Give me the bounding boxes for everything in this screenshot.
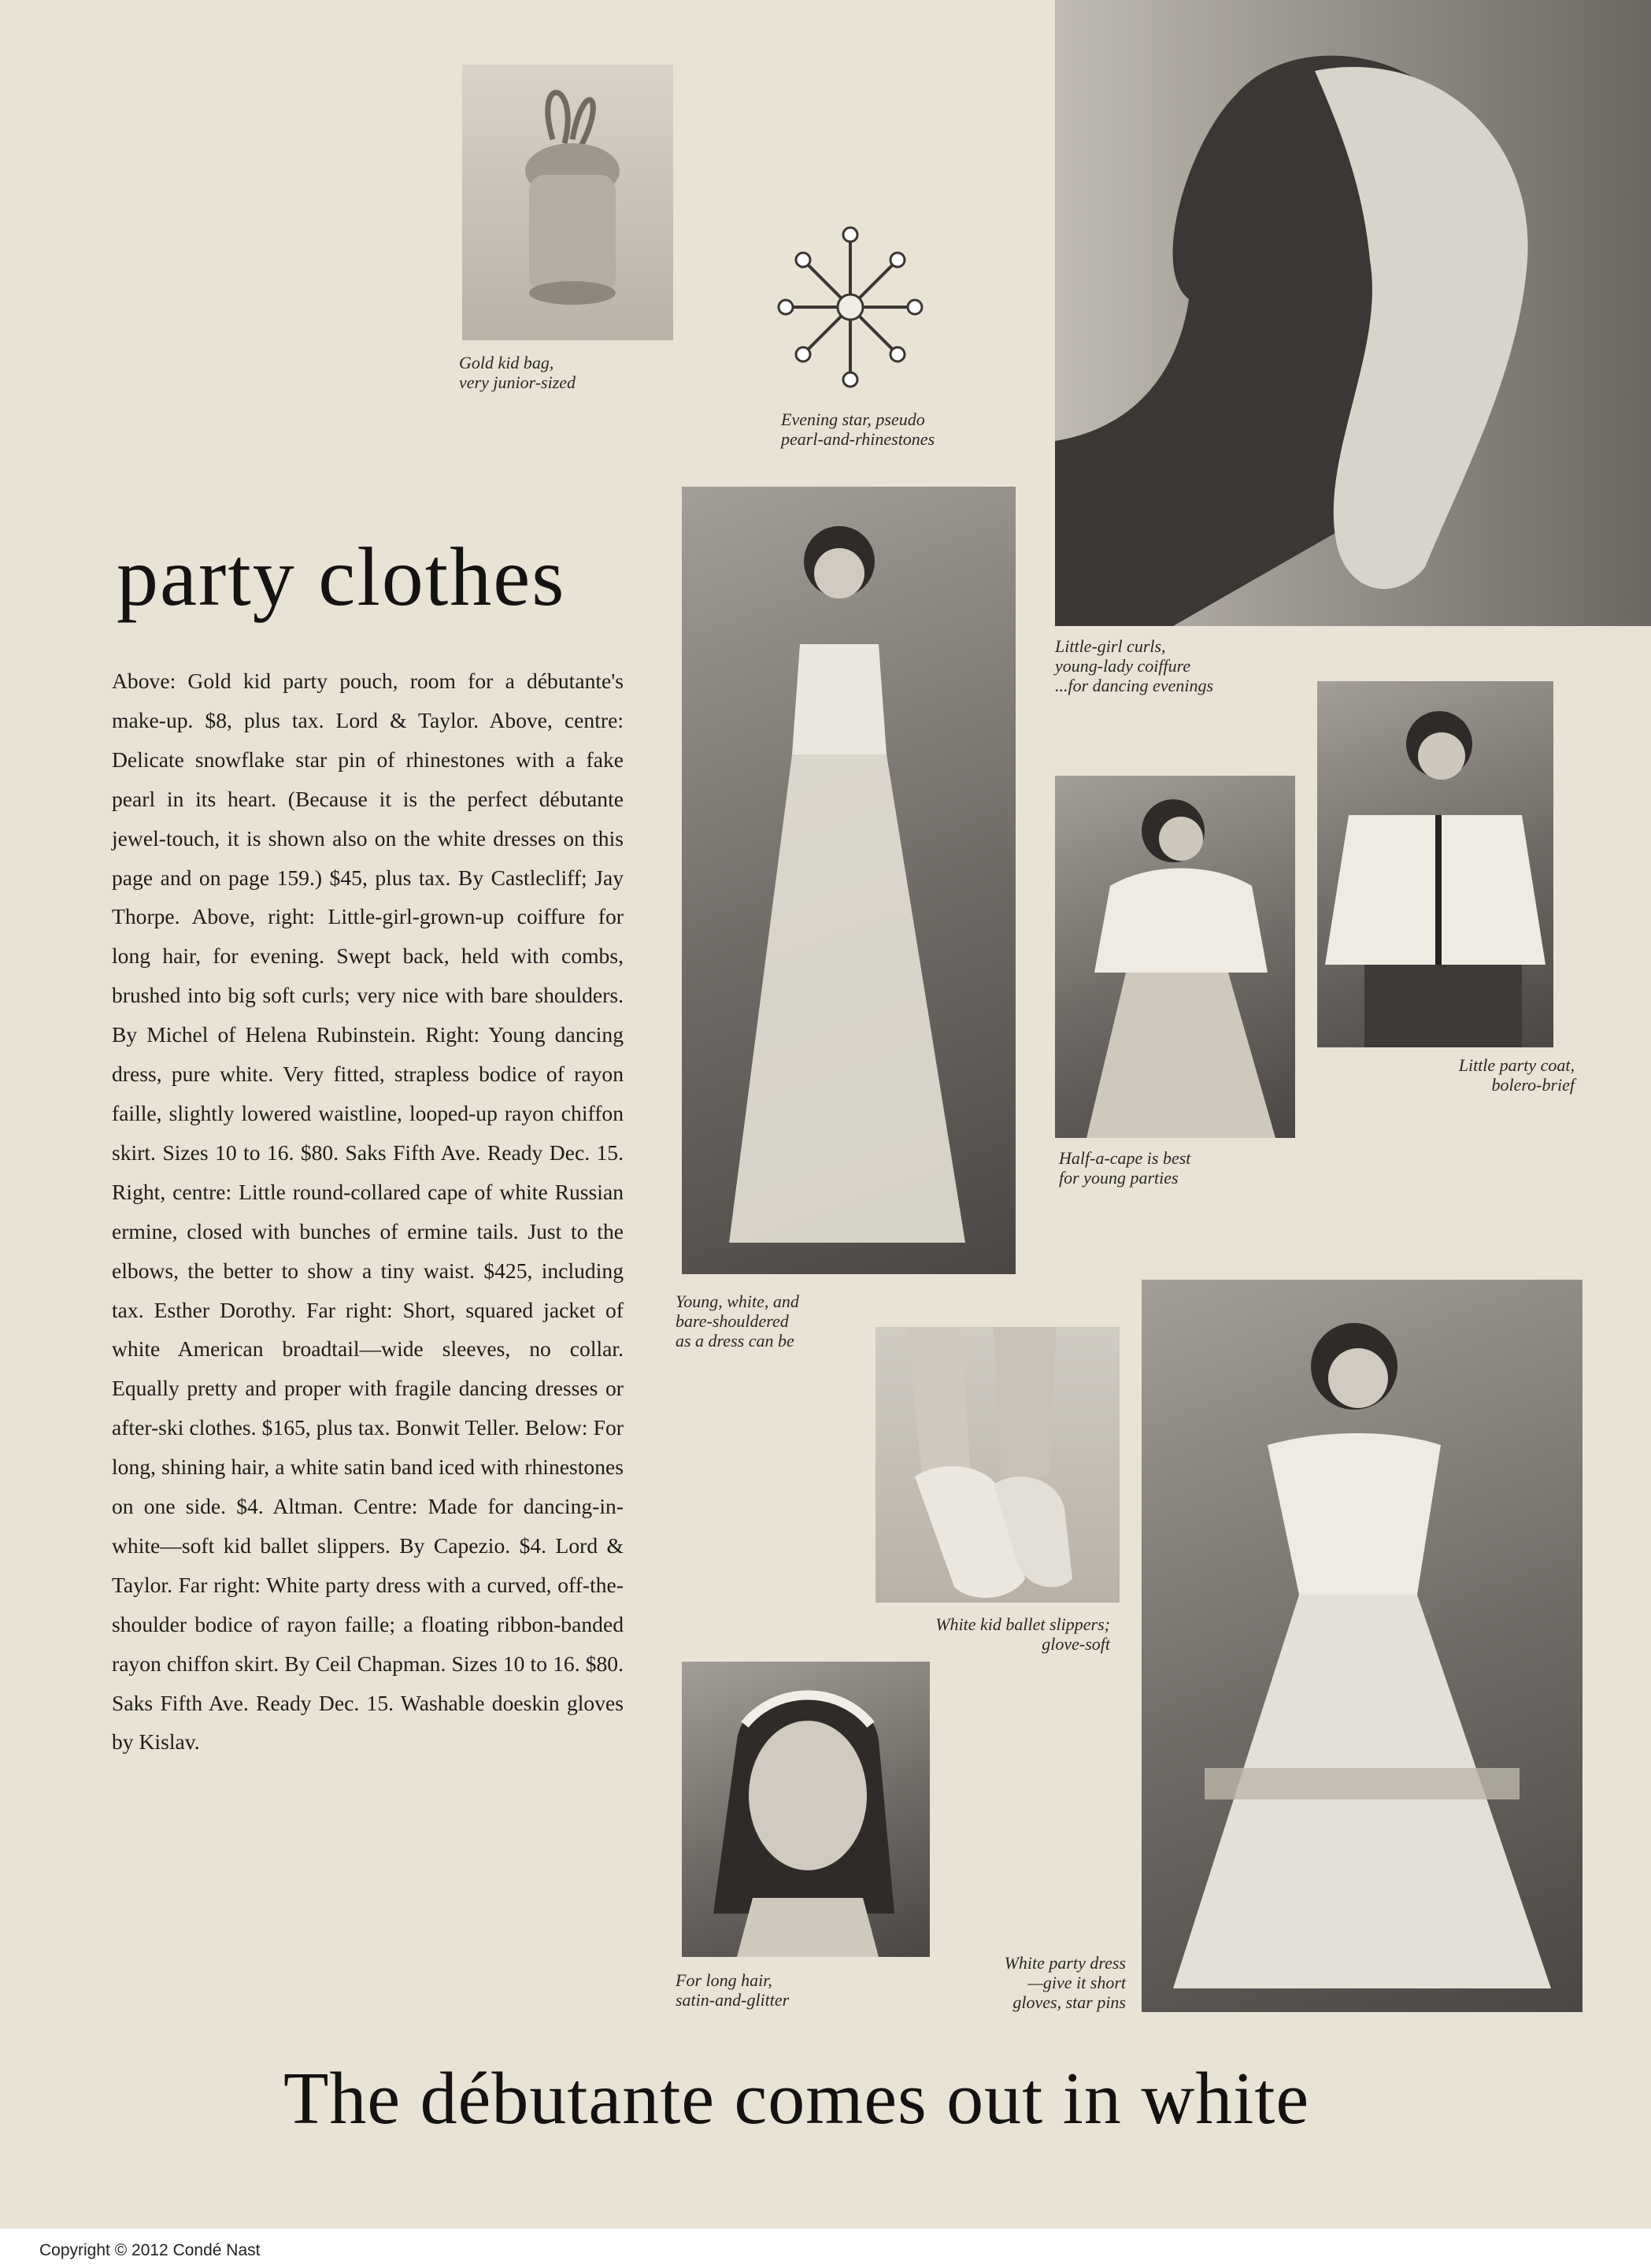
page-headline: The débutante comes out in white	[283, 2058, 1310, 2140]
slippers-illustration	[875, 1327, 1120, 1603]
curls-photo	[1055, 0, 1651, 626]
bolero-coat-photo	[1317, 681, 1553, 1047]
dress-caption: Young, white, and bare-shouldered as a dress can be	[676, 1292, 799, 1351]
star-caption: Evening star, pseudo pearl-and-rhinestones	[781, 410, 935, 449]
ballet-slippers-photo	[875, 1327, 1120, 1603]
profile-illustration	[1055, 0, 1651, 626]
slippers-caption: White kid ballet slippers; glove-soft	[935, 1614, 1110, 1654]
star-pin-photo	[772, 213, 929, 402]
ermine-cape-photo	[1055, 776, 1295, 1138]
cape-illustration	[1055, 776, 1295, 1138]
coat-caption: Little party coat, bolero-brief	[1458, 1055, 1575, 1095]
copyright-notice: Copyright © 2012 Condé Nast	[39, 2241, 261, 2259]
cape-caption: Half-a-cape is best for young parties	[1059, 1148, 1191, 1188]
coat-illustration	[1317, 681, 1553, 1047]
party-dress-caption: White party dress —give it short gloves, star pins	[1004, 1953, 1126, 2012]
section-title: party clothes	[117, 531, 566, 623]
bag-caption: Gold kid bag, very junior-sized	[459, 353, 576, 392]
dress-illustration	[682, 487, 1016, 1274]
party-dress-photo	[1142, 1280, 1583, 2012]
star-pin-illustration	[772, 213, 929, 402]
body-copy	[112, 662, 624, 1762]
strapless-dress-photo	[682, 487, 1016, 1274]
body-paragraph: Above: Gold kid party pouch, room for a débutante's make-up. $8, plus tax. Lord & Taylor. Above, centre: Delicate snowflake star pin of rhinestones with a fake pearl in its heart. (Because it is the perfect débutante jewel-touch, it is shown also on the white dresses on this page and on page 159.) $45, plus tax. By Castlecliff; Jay Thorpe. Above, right: Little-girl-grown-up coiffure for long hair, for evening. Swept back, held with combs, brushed into big soft curls; very nice with bare shoulders. By Michel of Helena Rubinstein. Right: Young dancing dress, pure white. Very fitted, strapless bodice of rayon faille, slightly lowered waistline, looped-up rayon chiffon skirt. Sizes 10 to 16. $80. Saks Fifth Ave. Ready Dec. 15. Right, centre: Little round-collared cape of white Russian ermine, closed with bunches of ermine tails. Just to the elbows, the better to show a tiny waist. $425, including tax. Esther Dorothy. Far right: Short, squared jacket of white American broadtail—wide sleeves, no collar. Equally pretty and proper with fragile dancing dresses or after-ski clothes. $165, plus tax. Bonwit Teller. Below: For long, shining hair, a white satin band iced with rhinestones on one side. $4. Altman. Centre: Made for dancing-in-white—soft kid ballet slippers. By Capezio. $4. Lord & Taylor. Far right: White party dress with a curved, off-the-shoulder bodice of rayon faille; a floating ribbon-banded rayon chiffon skirt. By Ceil Chapman. Sizes 10 to 16. $80. Saks Fifth Ave. Ready Dec. 15. Washable doeskin gloves by Kislav.	[112, 669, 624, 1755]
curls-caption: Little-girl curls, young-lady coiffure ...for dancing evenings	[1055, 636, 1214, 695]
bag-illustration	[462, 65, 673, 340]
hair-caption: For long hair, satin-and-glitter	[676, 1970, 790, 2010]
hair-illustration	[682, 1662, 930, 1957]
satin-band-photo	[682, 1662, 930, 1957]
gold-bag-photo	[462, 65, 673, 340]
party-dress-illustration	[1142, 1280, 1583, 2012]
